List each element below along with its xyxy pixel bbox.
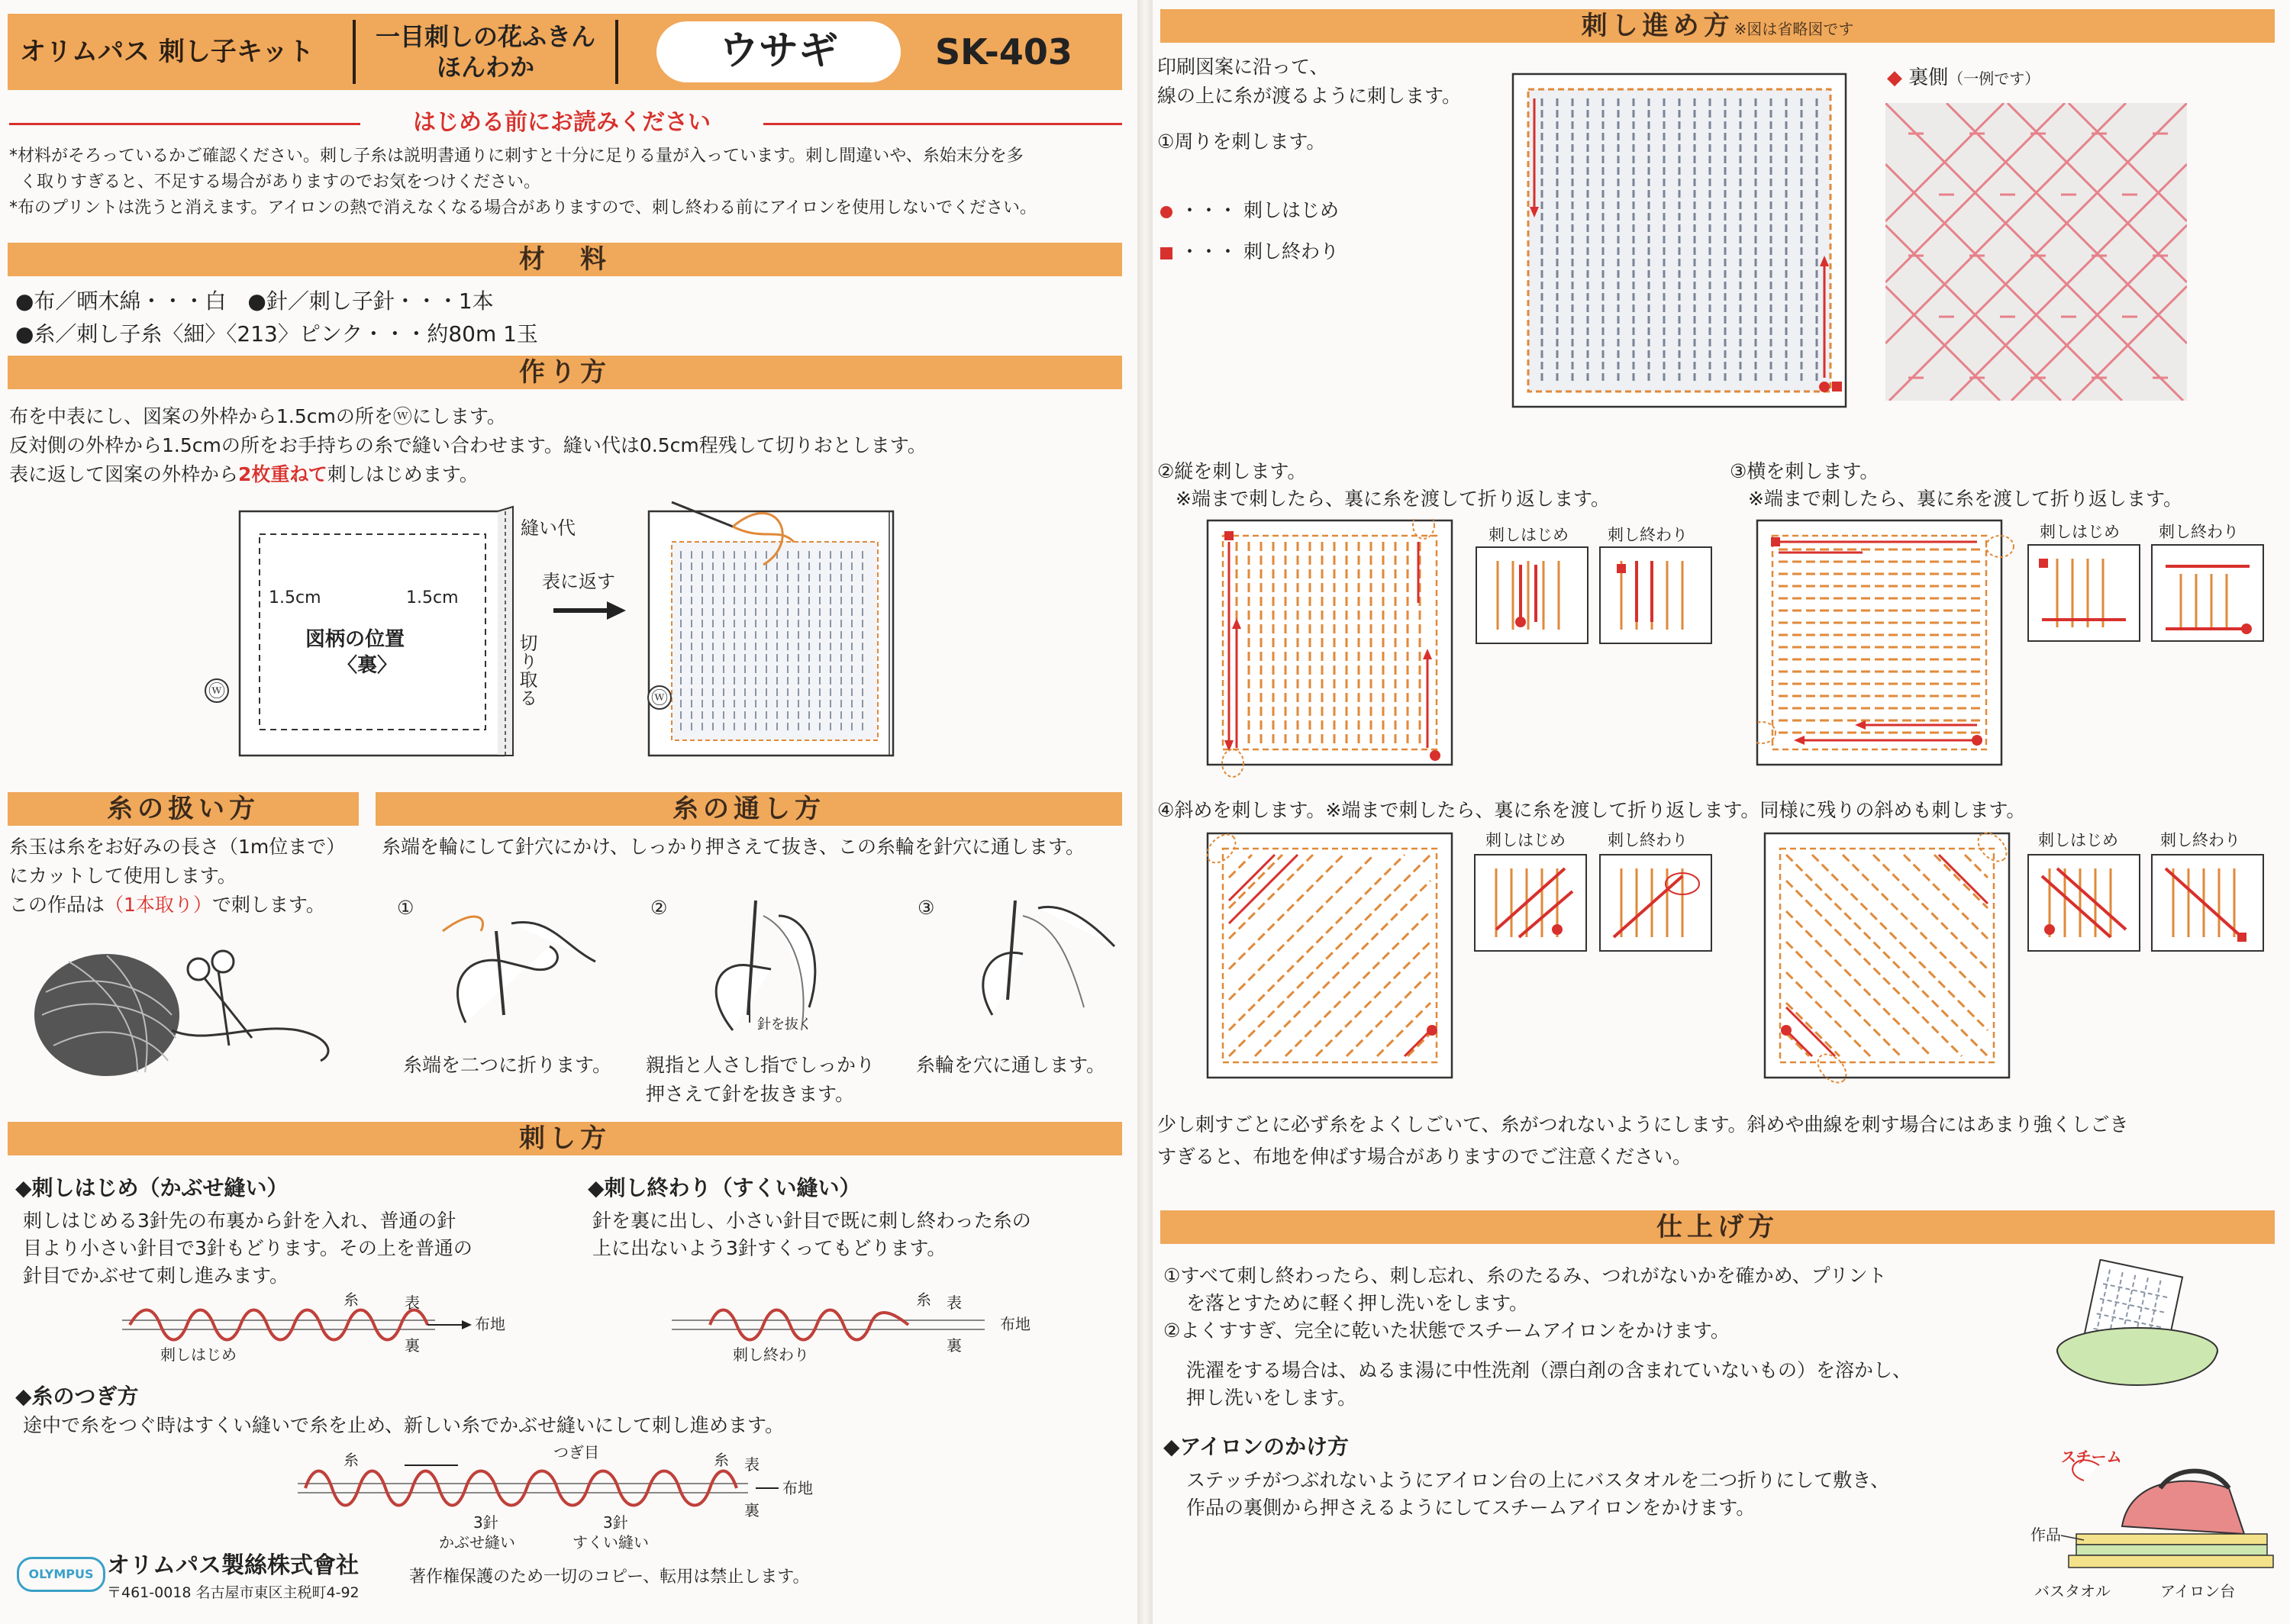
finishing-line-3: ②よくすすぎ、完全に乾いた状態でスチームアイロンをかけます。 (1163, 1320, 1730, 1342)
diag2-thread: 糸 (916, 1290, 931, 1309)
step2-start-zoom (1475, 546, 1589, 645)
company-address: 〒461-0018 名古屋市東区主税町4-92 (107, 1584, 360, 1601)
threading-step2-num: ② (650, 897, 668, 919)
howto-line-3-emphasis: 2枚重ねて (238, 463, 327, 485)
threading-intro: 糸端を輪にして針穴にかけ、しっかり押さえて抜き、この糸輪を針穴に通します。 (382, 836, 1085, 858)
step3-end-label: 刺し終わり (2159, 523, 2239, 541)
finishing-line-4: 洗濯をする場合は、ぬるま湯に中性洗剤（漂白剤の含まれていないもの）を溶かし、 (1186, 1359, 1912, 1381)
step2-end-label: 刺し終わり (1608, 526, 1688, 544)
left-page (0, 0, 1137, 1624)
finishing-line-5: 押し洗いをします。 (1186, 1387, 1357, 1409)
howto-line-3b: 刺しはじめます。 (327, 463, 479, 485)
step4a-end-zoom (1598, 853, 1713, 952)
threading-step1-num: ① (397, 897, 414, 919)
diag2-back: 裏 (947, 1336, 962, 1355)
step4-title: ④斜めを刺します。※端まで刺したら、裏に糸を渡して折り返します。同様に残りの斜めも刺します。 (1157, 799, 2026, 821)
iron-line-2: 作品の裏側から押さえるようにしてスチームアイロンをかけます。 (1186, 1497, 1756, 1519)
step4a-start-zoom (1473, 853, 1588, 952)
diag3-thread-right: 糸 (714, 1451, 729, 1469)
back-side-label (1887, 64, 2040, 92)
step2-end-zoom (1598, 546, 1713, 645)
step2-start-label: 刺しはじめ (1488, 526, 1569, 544)
materials-bar: 材 料 (8, 243, 1122, 276)
caution-line-1: 少し刺すごとに必ず糸をよくしごいて、糸がつれないようにします。斜めや曲線を刺す場合にはあまり強くしごき (1157, 1113, 2129, 1136)
kit-code: SK-403 (935, 31, 1072, 72)
thread-join-diagram (290, 1442, 840, 1557)
back-side-note: （一例です） (1948, 69, 2040, 88)
threading-step2-text2: 押さえて針を抜きます。 (646, 1083, 855, 1105)
diag1-fabric: 布地 (475, 1315, 505, 1333)
pull-needle-note: 針を抜く (757, 1017, 812, 1033)
step2-diagram (1206, 519, 1496, 778)
stitch-end-diagram (664, 1290, 1061, 1366)
back-side-text: 裏側 (1902, 66, 1949, 89)
step4b-start-label: 刺しはじめ (2038, 831, 2118, 849)
diag3-back: 裏 (744, 1501, 760, 1519)
diag3-fabric: 布地 (782, 1479, 813, 1497)
overall-pattern-diagram (1511, 72, 1847, 408)
diag1-start: 刺しはじめ (160, 1345, 237, 1364)
diag3-thread-left: 糸 (344, 1451, 359, 1469)
caution-line-2: すぎると、布地を伸ばす場合がありますのでご注意ください。 (1157, 1146, 1692, 1168)
work-label: 作品 (2030, 1526, 2061, 1544)
diag2-front: 表 (947, 1294, 962, 1312)
thread-handling-bar: 糸の扱い方 (8, 792, 359, 826)
turn-label: 表に返す (542, 571, 615, 592)
step3-diagram (1756, 519, 2046, 778)
step4-diagram-b (1763, 832, 2038, 1091)
thread-handling-line-1: 糸玉は糸をお好みの長さ（1m位まで） (9, 836, 346, 858)
stitch-end-title: ◆刺し終わり（すくい縫い） (588, 1175, 861, 1200)
margin-right-label: 1.5cm (406, 588, 459, 607)
progress-title: 刺し進め方 (1581, 11, 1734, 41)
stitch-start-line-3: 針目でかぶせて刺し進みます。 (23, 1265, 289, 1287)
seam-label: 縫い代 (521, 517, 576, 539)
notice-line-1: *材料がそろっているかご確認ください。刺し子糸は説明書通りに刺すと十分に足りる量が入っています。刺し間違いや、糸始末分を多 (9, 147, 1024, 166)
turned-pattern (672, 542, 878, 740)
notice-line-2: く取りすぎると、不足する場合がありますのでお気をつけください。 (20, 172, 541, 192)
kit-name-line2: ほんわか (436, 53, 534, 82)
thread-ball-illustration (23, 939, 344, 1084)
step3-start-zoom (2027, 543, 2141, 643)
progress-step-1: ①周りを刺します。 (1157, 130, 1326, 153)
cut-label: 切り取る (516, 633, 537, 707)
iron-title: ◆アイロンのかけ方 (1163, 1434, 1350, 1459)
company-name: オリムパス製絲株式會社 (107, 1552, 359, 1579)
step2-note: ※端まで刺したら、裏に糸を渡して折り返します。 (1176, 488, 1610, 510)
kit-name-bracket (353, 20, 618, 84)
howto-line-1: 布を中表にし、図案の外枠から1.5cmの所をⓦにします。 (9, 405, 506, 427)
howto-line-3 (9, 461, 479, 488)
diag2-end: 刺し終わり (733, 1345, 809, 1364)
pattern-back-label: 〈裏〉 (337, 654, 398, 677)
progress-bar (1160, 9, 2275, 43)
stitching-bar: 刺し方 (8, 1122, 1122, 1155)
step2-title: ②縦を刺します。 (1157, 460, 1307, 482)
step4b-end-zoom (2150, 853, 2265, 952)
step4-diagram-a (1206, 832, 1481, 1091)
legend-end-label: ・・・ 刺し終わり (1180, 240, 1339, 263)
thread-handling-emphasis: （1本取り） (105, 894, 212, 916)
fold-mark-right: ⓦ (651, 689, 669, 708)
diag3-kabuse: かぶせ縫い (439, 1533, 515, 1552)
diag1-thread: 糸 (344, 1290, 359, 1309)
diag1-back: 裏 (405, 1336, 420, 1355)
copyright-notice: 著作権保護のため一切のコピー、転用は禁止します。 (409, 1568, 810, 1587)
iron-line-1: ステッチがつぶれないようにアイロン台の上にバスタオルを二つ折りにして敷き、 (1186, 1469, 1890, 1491)
notice-title: はじめる前にお読みください (413, 109, 711, 136)
progress-line-2: 線の上に糸が渡るように刺します。 (1157, 85, 1462, 107)
diag3-3b: 3針 (603, 1513, 628, 1532)
howto-line-2: 反対側の外枠から1.5cmの所をお手持ちの糸で縫い合わせます。縫い代は0.5cm程残して切りおとします。 (9, 434, 927, 456)
notice-rule-left (9, 123, 360, 125)
diag3-sukui: すくい縫い (572, 1533, 649, 1552)
finishing-line-1: ①すべて刺し終わったら、刺し忘れ、糸のたるみ、つれがないかを確かめ、プリント (1163, 1265, 1887, 1287)
back-side-photo (1885, 103, 2187, 401)
legend-end-square (1160, 247, 1172, 259)
howto-bar: 作り方 (8, 356, 1122, 389)
progress-title-note: ※図は省略図です (1734, 20, 1854, 38)
stitch-end-line-2: 上に出ないよう3針すくってもどります。 (592, 1237, 947, 1259)
howto-diagram (198, 496, 916, 771)
thread-join-title: ◆糸のつぎ方 (15, 1384, 139, 1409)
board-label: アイロン台 (2160, 1582, 2236, 1600)
page-fold (1137, 0, 1153, 1624)
stitch-start-line-1: 刺しはじめる3針先の布裏から針を入れ、普通の針 (23, 1210, 456, 1232)
thread-handling-line-2: にカットして使用します。 (9, 865, 237, 887)
diag2-fabric: 布地 (1000, 1315, 1030, 1333)
legend-start-label: ・・・ 刺しはじめ (1180, 199, 1339, 221)
step3-start-label: 刺しはじめ (2040, 523, 2120, 541)
step4b-start-zoom (2027, 853, 2141, 952)
right-page (1153, 0, 2290, 1624)
finishing-line-2: を落とすために軽く押し洗いをします。 (1186, 1292, 1529, 1314)
threading-step2-text: 親指と人さし指でしっかり (646, 1054, 876, 1076)
stitch-start-title: ◆刺しはじめ（かぶせ縫い） (15, 1175, 289, 1200)
diag1-front: 表 (405, 1294, 420, 1312)
thread-handling-line-3b: で刺します。 (211, 894, 325, 916)
thread-handling-line-3 (9, 891, 325, 919)
notice-line-3: *布のプリントは洗うと消えます。アイロンの熱で消えなくなる場合がありますので、刺し終わる前にアイロンを使用しないでください。 (9, 198, 1037, 218)
pattern-position-label: 図柄の位置 (305, 628, 405, 651)
threading-hands-illustration (412, 885, 1122, 1038)
howto-line-3a: 表に返して図案の外枠から (9, 463, 239, 485)
margin-left-label: 1.5cm (269, 588, 321, 607)
brand-title: オリムパス 刺し子キット (20, 37, 314, 67)
wash-basin-illustration (2046, 1259, 2229, 1404)
step3-end-zoom (2150, 543, 2265, 643)
motif-name: ウサギ (718, 28, 838, 74)
back-side-diamond: ◆ (1887, 66, 1902, 89)
towel-label: バスタオル (2034, 1582, 2111, 1600)
step4a-end-label: 刺し終わり (1608, 831, 1688, 849)
thread-join-line: 途中で糸をつぐ時はすくい縫いで糸を止め、新しい糸でかぶせ縫いにして刺し進めます。 (23, 1414, 785, 1436)
materials-line-1: ●布／晒木綿・・・白 ●針／刺し子針・・・1本 (15, 288, 494, 314)
fold-mark-left: ⓦ (208, 682, 226, 701)
step4b-end-label: 刺し終わり (2160, 831, 2240, 849)
olympus-logo-badge: OLYMPUS (17, 1557, 105, 1592)
iron-illustration (2030, 1435, 2275, 1603)
kit-name-line1: 一目刺しの花ふきん (375, 22, 595, 51)
step3-title: ③横を刺します。 (1730, 460, 1879, 482)
notice-rule-right (763, 123, 1122, 125)
diag3-front: 表 (744, 1455, 760, 1474)
threading-bar: 糸の通し方 (376, 792, 1122, 826)
legend-start-dot (1160, 206, 1172, 218)
threading-step1-text: 糸端を二つに折ります。 (403, 1054, 612, 1076)
thread-handling-line-3a: この作品は (9, 894, 105, 916)
finishing-bar: 仕上げ方 (1160, 1210, 2275, 1244)
step3-note: ※端まで刺したら、裏に糸を渡して折り返します。 (1748, 488, 2182, 510)
stitch-start-diagram (114, 1290, 511, 1366)
stitch-start-line-2: 目より小さい針目で3針もどります。その上を普通の (23, 1237, 473, 1259)
diag3-3a: 3針 (473, 1513, 498, 1532)
steam-label: スチーム (2061, 1448, 2122, 1466)
step4a-start-label: 刺しはじめ (1485, 831, 1566, 849)
stitch-end-line-1: 針を裏に出し、小さい針目で既に刺し終わった糸の (592, 1210, 1031, 1232)
threading-step3-text: 糸輪を穴に通します。 (916, 1054, 1106, 1076)
diag3-joint: つぎ目 (553, 1443, 599, 1461)
threading-step3-num: ③ (918, 897, 935, 919)
progress-line-1: 印刷図案に沿って、 (1157, 56, 1329, 78)
materials-line-2: ●糸／刺し子糸〈細〉〈213〉ピンク・・・約80m 1玉 (15, 321, 538, 346)
